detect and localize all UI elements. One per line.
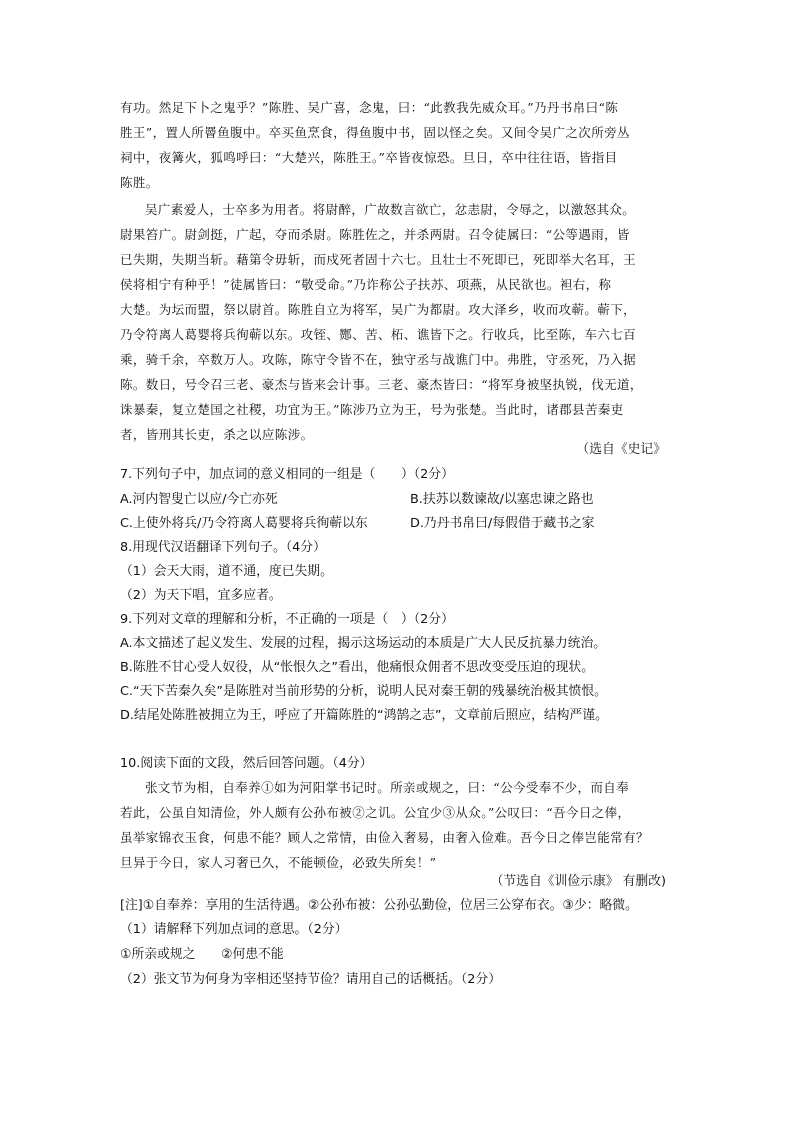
sub-item: （1）会天大雨，道不通，度已失期。 <box>120 564 333 579</box>
question-stem: 7.下列句子中，加点词的意义相同的一组是（ ）（2分） <box>120 467 454 482</box>
passage-line: 陈胜。 <box>120 175 159 190</box>
passage-line: 大楚。为坛而盟，祭以尉首。陈胜自立为将军，吴广为都尉。攻大泽乡，收而攻蕲。蕲下， <box>120 302 637 317</box>
passage-line: 乘，骑千余，卒数万人。攻陈，陈守令皆不在，独守丞与战谯门中。弗胜，守丞死，乃入据 <box>120 352 637 367</box>
option-a: A.本文描述了起义发生、发展的过程，揭示这场运动的本质是广大人民反抗暴力统治。 <box>120 636 607 651</box>
passage-line: 祠中，夜篝火，狐鸣呼曰：“大楚兴，陈胜王。”卒皆夜惊恐。旦日，卒中往往语，皆指目 <box>120 150 618 165</box>
question-stem: 9.下列对文章的理解和分析，不正确的一项是（ ）（2分） <box>120 612 454 627</box>
passage-line: 尉果笞广。尉剑挺，广起，夺而杀尉。陈胜佐之，并杀两尉。召令徒属曰：“公等遇雨，皆 <box>120 227 630 242</box>
passage-line: 胜王”，置人所罾鱼腹中。卒买鱼烹食，得鱼腹中书，固以怪之矣。又间令吴广之次所旁丛 <box>120 125 630 140</box>
sub-question: （1）请解释下列加点词的意思。（2分） <box>120 922 348 937</box>
question-stem: 8.用现代汉语翻译下列句子。（4分） <box>120 540 326 555</box>
option-d: D.乃丹书帛曰/每假借于藏书之家 <box>410 516 595 531</box>
passage-line: 侯将相宁有种乎！”徒属皆曰：“敬受命。”乃诈称公子扶苏、项燕，从民欲也。袒右，称 <box>120 277 612 292</box>
passage-line: 有功。然足下卜之鬼乎？”陈胜、吴广喜，念鬼，曰：“此教我先威众耳。”乃丹书帛曰“陈 <box>120 100 619 115</box>
option-a: A.河内智叟亡以应/今亡亦死 <box>120 492 278 507</box>
passage-line: 陈。数日，号令召三老、豪杰与皆来会计事。三老、豪杰皆曰：“将军身被坚执锐，伐无道， <box>120 377 643 392</box>
passage-line: 者，皆刑其长吏，杀之以应陈涉。 <box>120 427 314 442</box>
passage-line: 若此，公虽自知清俭，外人颇有公孙布被②之讥。公宜少③从众。”公叹曰：“吾今日之俸， <box>120 805 631 820</box>
passage-line: 虽举家锦衣玉食，何患不能？顾人之常情，由俭入奢易，由奢入俭难。吾今日之俸岂能常有？ <box>120 830 649 845</box>
option-b: B.陈胜不甘心受人奴役，从“怅恨久之”看出，他痛恨众佣者不思改变受压迫的现状。 <box>120 660 594 675</box>
passage-source: （选自《史记》 <box>576 442 666 457</box>
passage-line: 乃令符离人葛婴将兵徇蕲以东。攻铚、酂、苦、柘、谯皆下之。行收兵，比至陈，车六七百 <box>120 327 637 342</box>
option-d: D.结尾处陈胜被拥立为王，呼应了开篇陈胜的“鸿鹄之志”，文章前后照应，结构严谨。 <box>120 708 608 723</box>
annotation-note: [注]①自奉养：享用的生活待遇。②公孙布被：公孙弘勤俭，位居三公穿布衣。③少：略微。 <box>120 898 638 913</box>
option-c: C.“天下苦秦久矣”是陈胜对当前形势的分析，说明人民对秦王朝的残暴统治极其愤恨。 <box>120 684 607 699</box>
sub-item: （2）为天下唱，宜多应者。 <box>120 588 282 603</box>
passage-source: （节选自《训俭示康》 有删改) <box>490 874 666 889</box>
option-b: B.扶苏以数谏故/以塞忠谏之路也 <box>410 492 594 507</box>
sub-question-words: ①所亲或规之 ②何患不能 <box>120 947 284 962</box>
passage-line: 吴广素爱人，士卒多为用者。将尉醉，广故数言欲亡，忿恚尉，令辱之，以激怒其众。 <box>145 202 636 217</box>
option-c: C.上使外将兵/乃令符离人葛婴将兵徇蕲以东 <box>120 516 368 531</box>
passage-line: 旦异于今日，家人习奢已久，不能顿俭，必致失所矣！” <box>120 855 437 870</box>
sub-question: （2）张文节为何身为宰相还坚持节俭？请用自己的话概括。（2分） <box>120 972 501 987</box>
question-stem: 10.阅读下面的文段，然后回答问题。（4分） <box>120 756 373 771</box>
passage-line: 张文节为相，自奉养①如为河阳掌书记时。所亲或规之，曰：“公今受奉不少，而自奉 <box>145 780 630 795</box>
passage-line: 诛暴秦，复立楚国之社稷，功宜为王。”陈涉乃立为王，号为张楚。当此时，诸郡县苦秦吏 <box>120 402 624 417</box>
passage-line: 已失期，失期当斩。藉第令毋斩，而戍死者固十六七。且壮士不死即已，死即举大名耳，王 <box>120 252 637 267</box>
